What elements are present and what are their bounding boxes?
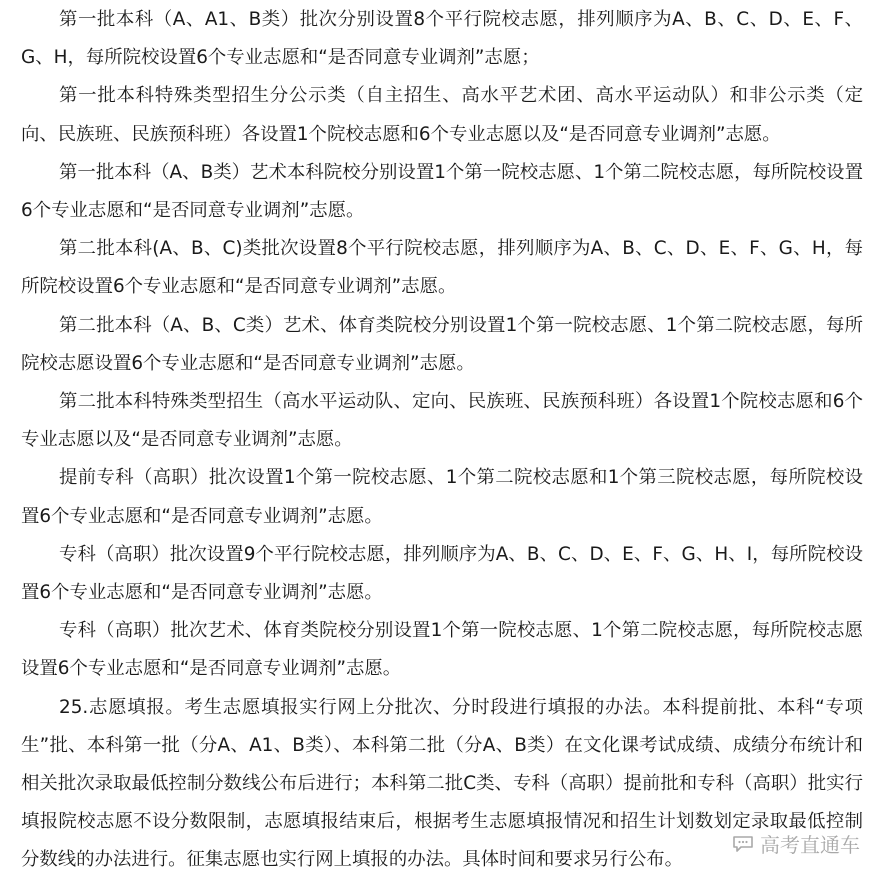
paragraph-vocational: 专科（高职）批次设置9个平行院校志愿，排列顺序为A、B、C、D、E、F、G、H、I，每所院校设置6个专业志愿和“是否同意专业调剂”志愿。 (21, 543, 863, 604)
paragraph-early-vocational: 提前专科（高职）批次设置1个第一院校志愿、1个第二院校志愿和1个第三院校志愿，每所院校设置6个专业志愿和“是否同意专业调剂”志愿。 (21, 467, 863, 527)
document-body (21, 0, 863, 880)
paragraph-application-rules: 25.志愿填报。考生志愿填报实行网上分批次、分时段进行填报的办法。本科提前批、本科“专项生”批、本科第一批（分A、A1、B类）、本科第二批（分A、B类）在文化课考试成绩、成绩分布统计和相关批次录取最低控制分数线公布后进行；本科第二批C类、专科（高职）提前批和专科（高职）批实行填报院校志愿不设分数限制，志愿填报结束后，根据考生志愿填报情况和招生计划数划定录取最低控制分数线的办法进行。征集志愿也实行网上填报的办法。具体时间和要求另行公布。 (21, 696, 863, 871)
watermark (732, 829, 860, 858)
paragraph-vocational-art-sport: 专科（高职）批次艺术、体育类院校分别设置1个第一院校志愿、1个第二院校志愿，每所院校志愿设置6个专业志愿和“是否同意专业调剂”志愿。 (21, 620, 863, 680)
paragraph-batch2-abc: 第二批本科(A、B、C)类批次设置8个平行院校志愿，排列顺序为A、B、C、D、E、F、G、H，每所院校设置6个专业志愿和“是否同意专业调剂”志愿。 (21, 238, 863, 298)
chat-bubble-icon (732, 835, 754, 853)
paragraph-batch1-ab: 第一批本科（A、A1、B类）批次分别设置8个平行院校志愿，排列顺序为A、B、C、D、E、F、G、H，每所院校设置6个专业志愿和“是否同意专业调剂”志愿； (21, 9, 863, 69)
paragraph-batch1-special: 第一批本科特殊类型招生分公示类（自主招生、高水平艺术团、高水平运动队）和非公示类（定向、民族班、民族预科班）各设置1个院校志愿和6个专业志愿以及“是否同意专业调剂”志愿。 (21, 85, 863, 145)
paragraph-batch1-art: 第一批本科（A、B类）艺术本科院校分别设置1个第一院校志愿、1个第二院校志愿，每所院校设置6个专业志愿和“是否同意专业调剂”志愿。 (21, 161, 863, 222)
paragraph-batch2-special: 第二批本科特殊类型招生（高水平运动队、定向、民族班、民族预科班）各设置1个院校志愿和6个专业志愿以及“是否同意专业调剂”志愿。 (21, 391, 863, 451)
watermark-text: 高考直通车 (760, 833, 860, 857)
paragraph-batch2-art-sport: 第二批本科（A、B、C类）艺术、体育类院校分别设置1个第一院校志愿、1个第二院校志愿，每所院校志愿设置6个专业志愿和“是否同意专业调剂”志愿。 (21, 314, 863, 374)
